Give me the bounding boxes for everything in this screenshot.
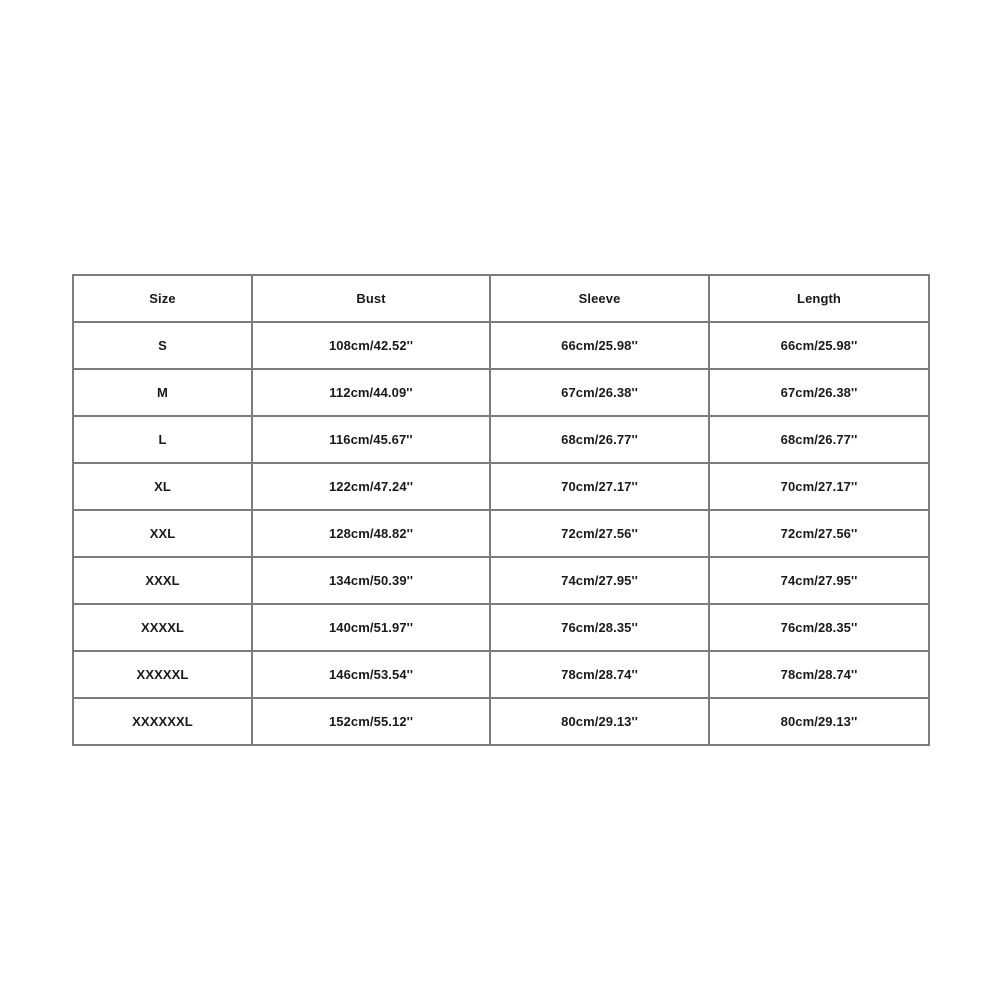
cell-length: 68cm/26.77'' — [709, 416, 929, 463]
cell-bust: 116cm/45.67'' — [252, 416, 490, 463]
cell-bust: 108cm/42.52'' — [252, 322, 490, 369]
table-row — [73, 369, 929, 416]
header-sleeve: Sleeve — [490, 275, 709, 322]
table-row — [73, 463, 929, 510]
cell-sleeve: 72cm/27.56'' — [490, 510, 709, 557]
cell-sleeve: 80cm/29.13'' — [490, 698, 709, 745]
cell-sleeve: 67cm/26.38'' — [490, 369, 709, 416]
cell-length: 66cm/25.98'' — [709, 322, 929, 369]
cell-size: XXXXXL — [73, 651, 252, 698]
cell-sleeve: 78cm/28.74'' — [490, 651, 709, 698]
cell-sleeve: 70cm/27.17'' — [490, 463, 709, 510]
cell-length: 67cm/26.38'' — [709, 369, 929, 416]
size-chart-table — [72, 274, 930, 746]
cell-bust: 128cm/48.82'' — [252, 510, 490, 557]
cell-length: 72cm/27.56'' — [709, 510, 929, 557]
table-row — [73, 416, 929, 463]
cell-length: 78cm/28.74'' — [709, 651, 929, 698]
cell-bust: 134cm/50.39'' — [252, 557, 490, 604]
cell-sleeve: 76cm/28.35'' — [490, 604, 709, 651]
header-length: Length — [709, 275, 929, 322]
cell-size: L — [73, 416, 252, 463]
cell-size: S — [73, 322, 252, 369]
table-row — [73, 698, 929, 745]
table-row — [73, 651, 929, 698]
cell-size: XXXL — [73, 557, 252, 604]
cell-bust: 152cm/55.12'' — [252, 698, 490, 745]
size-chart — [72, 274, 928, 729]
cell-size: XXXXL — [73, 604, 252, 651]
cell-length: 70cm/27.17'' — [709, 463, 929, 510]
cell-length: 76cm/28.35'' — [709, 604, 929, 651]
cell-length: 74cm/27.95'' — [709, 557, 929, 604]
cell-size: M — [73, 369, 252, 416]
cell-bust: 140cm/51.97'' — [252, 604, 490, 651]
cell-length: 80cm/29.13'' — [709, 698, 929, 745]
cell-size: XXXXXXL — [73, 698, 252, 745]
header-bust: Bust — [252, 275, 490, 322]
cell-sleeve: 66cm/25.98'' — [490, 322, 709, 369]
table-row — [73, 510, 929, 557]
cell-sleeve: 68cm/26.77'' — [490, 416, 709, 463]
table-row — [73, 322, 929, 369]
table-row — [73, 557, 929, 604]
cell-size: XXL — [73, 510, 252, 557]
header-size: Size — [73, 275, 252, 322]
cell-size: XL — [73, 463, 252, 510]
table-header-row — [73, 275, 929, 322]
cell-bust: 112cm/44.09'' — [252, 369, 490, 416]
cell-bust: 146cm/53.54'' — [252, 651, 490, 698]
cell-sleeve: 74cm/27.95'' — [490, 557, 709, 604]
cell-bust: 122cm/47.24'' — [252, 463, 490, 510]
table-row — [73, 604, 929, 651]
